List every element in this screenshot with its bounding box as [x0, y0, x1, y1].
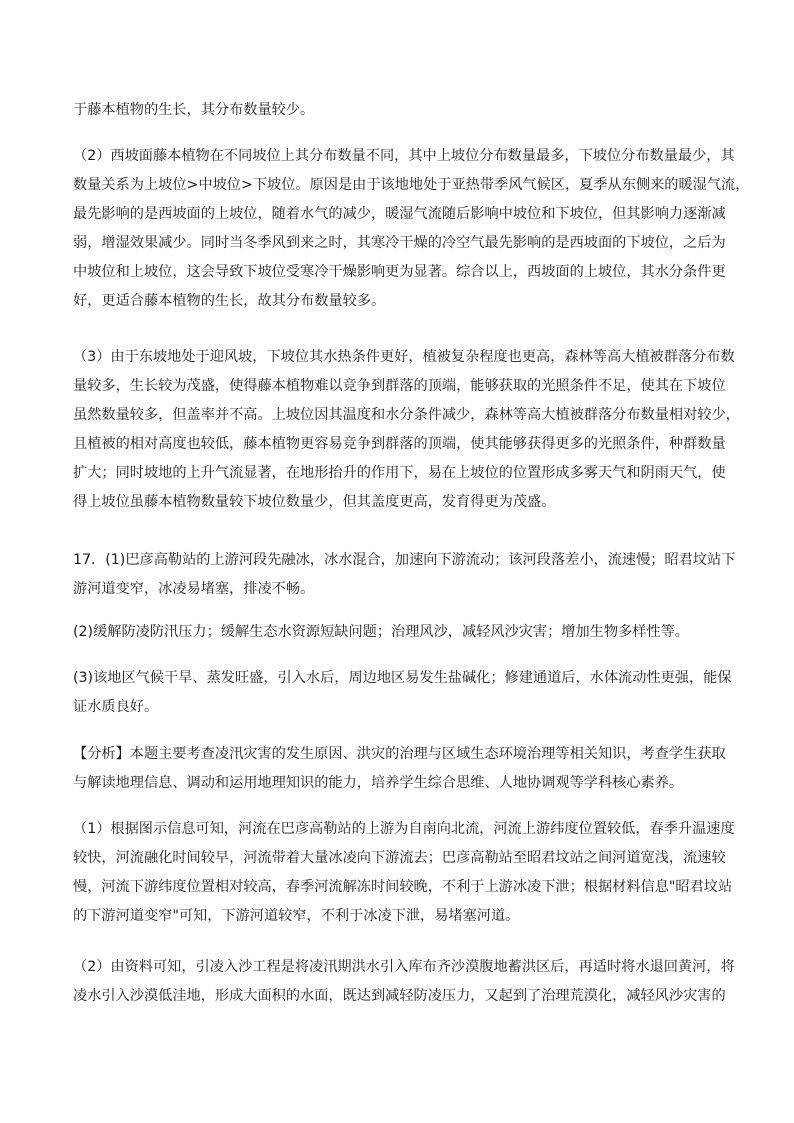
- text-line: 且植被的相对高度也较低，藤本植物更容易竞争到群落的顶端，使其能够获得更多的光照条件，种群数量: [73, 436, 726, 452]
- text-line: 量较多，生长较为茂盛，使得藤本植物难以竞争到群落的顶端，能够获取的光照条件不足，使其在下坡位: [73, 378, 726, 394]
- paragraph-6: [73, 664, 732, 722]
- text-line: 游河道变窄，冰凌易堵塞，排凌不畅。: [73, 581, 315, 597]
- paragraph-9: [73, 953, 735, 1011]
- text-line: （2）由资料可知，引凌入沙工程是将凌汛期洪水引入库布齐沙漠腹地蓄洪区后，再适时将水退回黄河，将: [73, 959, 735, 975]
- text-line: 【分析】本题主要考查凌汛灾害的发生原因、洪灾的治理与区域生态环境治理等相关知识，考查学生获取: [73, 746, 726, 762]
- text-line: 得上坡位虽藤本植物数量较下坡位数量少，但其盖度更高，发育得更为茂盛。: [73, 494, 556, 510]
- text-line: 虽然数量较多，但盖率并不高。上坡位因其温度和水分条件减少，森林等高大植被群落分布数量相对较少，: [73, 407, 740, 423]
- text-line: 最先影响的是西坡面的上坡位，随着水气的减少，暖湿气流随后影响中坡位和下坡位，但其影响力逐渐减: [73, 206, 726, 222]
- text-line: 扩大；同时坡地的上升气流显著，在地形抬升的作用下，易在上坡位的位置形成多雾天气和阴雨天气，使: [73, 465, 726, 481]
- text-line: (3)该地区气候干旱、蒸发旺盛，引入水后，周边地区易发生盐碱化；修建通道后，水体流动性更强，能保: [73, 670, 732, 686]
- paragraph-5: [73, 618, 723, 647]
- text-line: （1）根据图示信息可知，河流在巴彦高勒站的上游为自南向北流，河流上游纬度位置较低，春季升温速度: [73, 821, 735, 837]
- text-line: 于藤本植物的生长，其分布数量较少。: [73, 102, 315, 118]
- text-line: 好，更适合藤本植物的生长，故其分布数量较多。: [73, 293, 386, 309]
- text-line: 较快，河流融化时间较早，河流带着大量冰凌向下游流去；巴彦高勒站至昭君坟站之间河道宽浅，流速较: [73, 850, 726, 866]
- text-line: 与解读地理信息、调动和运用地理知识的能力，培养学生综合思维、人地协调观等学科核心素养。: [73, 775, 684, 791]
- paragraph-7: [73, 740, 726, 798]
- text-line: 17．(1)巴彦高勒站的上游河段先融冰，冰水混合，加速向下游流动；该河段落差小，流速慢；昭君坟站下: [73, 552, 736, 568]
- paragraph-3: [73, 343, 740, 517]
- paragraph-1: [73, 96, 723, 125]
- text-line: 中坡位和上坡位，这会导致下坡位受寒冷干燥影响更为显著。综合以上，西坡面的上坡位，其水分条件更: [73, 264, 726, 280]
- paragraph-2: [73, 142, 750, 316]
- text-line: 证水质良好。: [73, 699, 159, 715]
- text-line: 弱，增湿效果减少。同时当冬季风到来之时，其寒冷干燥的冷空气最先影响的是西坡面的下坡位，之后为: [73, 235, 726, 251]
- text-line: 的下游河道变窄"可知，下游河道较窄，不利于冰凌下泄，易堵塞河道。: [73, 908, 520, 924]
- text-line: （2）西坡面藤本植物在不同坡位上其分布数量不同，其中上坡位分布数量最多，下坡位分布数量最少，其: [73, 148, 735, 164]
- text-line: (2)缓解防凌防汛压力；缓解生态水资源短缺问题；治理风沙，减轻风沙灾害；增加生物多样性等。: [73, 624, 689, 640]
- text-line: 数量关系为上坡位>中坡位>下坡位。原因是由于该地地处于亚热带季风气候区，夏季从东侧来的暖湿气流，: [73, 177, 750, 193]
- text-line: （3）由于东坡地处于迎风坡，下坡位其水热条件更好，植被复杂程度也更高，森林等高大植被群落分布数: [73, 349, 735, 365]
- paragraph-8: [73, 815, 735, 931]
- paragraph-4: [73, 546, 736, 604]
- text-line: 凌水引入沙漠低洼地，形成大面积的水面，既达到减轻防凌压力，又起到了治理荒漠化，减轻风沙灾害的: [73, 988, 726, 1004]
- text-line: 慢，河流下游纬度位置相对较高，春季河流解冻时间较晚，不利于上游冰凌下泄；根据材料信息"昭君坟站: [73, 879, 733, 895]
